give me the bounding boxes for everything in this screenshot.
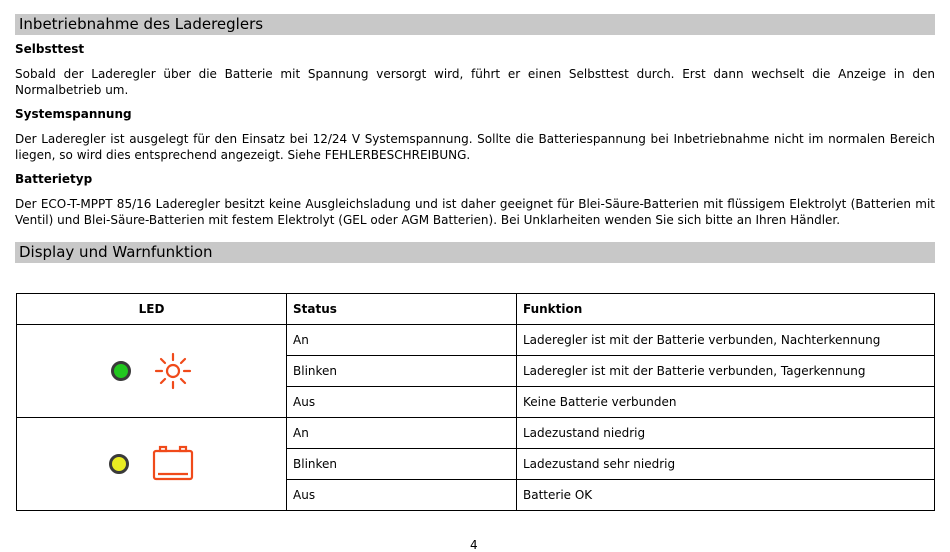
- paragraph-system-voltage: Der Laderegler ist ausgelegt für den Einsatz bei 12/24 V Systemspannung. Sollte die Batteriespannung bei Inbetriebnahme nicht im normalen Bereich liegen, so wird dies entsprechend angezeigt. Siehe FEHLERBESCHREIBUNG.: [15, 132, 935, 162]
- green-led-icon: [111, 361, 131, 381]
- led-cell-battery: [17, 418, 287, 511]
- status-cell: Blinken: [287, 449, 517, 480]
- status-cell: An: [287, 325, 517, 356]
- column-header-led: LED: [17, 294, 287, 325]
- heading-selftest: Selbsttest: [15, 42, 85, 56]
- function-cell: Laderegler ist mit der Batterie verbunden, Nachterkennung: [517, 325, 935, 356]
- status-cell: Aus: [287, 387, 517, 418]
- status-cell: Aus: [287, 480, 517, 511]
- column-header-status: Status: [287, 294, 517, 325]
- section-title-display: Display und Warnfunktion: [15, 242, 935, 263]
- function-cell: Ladezustand sehr niedrig: [517, 449, 935, 480]
- paragraph-battery-type: Der ECO-T-MPPT 85/16 Laderegler besitzt keine Ausgleichsladung und ist daher geeignet für Blei-Säure-Batterien mit flüssigem Elektrolyt (Batterien mit Ventil) und Blei-Säure-Batterien mit festem Elektrolyt (GEL oder AGM Batterien). Bei Unklarheiten wenden Sie sich bitte an Ihren Händler.: [15, 197, 935, 227]
- status-cell: Blinken: [287, 356, 517, 387]
- function-cell: Batterie OK: [517, 480, 935, 511]
- function-cell: Ladezustand niedrig: [517, 418, 935, 449]
- paragraph-selftest: Sobald der Laderegler über die Batterie mit Spannung versorgt wird, führt er einen Selbsttest durch. Erst dann wechselt die Anzeige in den Normalbetrieb um.: [15, 67, 935, 97]
- led-cell-sun: [17, 325, 287, 418]
- function-cell: Keine Batterie verbunden: [517, 387, 935, 418]
- battery-icon: [151, 444, 195, 484]
- page-number: 4: [470, 538, 478, 552]
- function-cell: Laderegler ist mit der Batterie verbunden, Tagerkennung: [517, 356, 935, 387]
- led-status-table: [16, 293, 935, 511]
- section-title-startup: Inbetriebnahme des Ladereglers: [15, 14, 935, 35]
- table-row: [17, 325, 935, 356]
- table-header-row: [17, 294, 935, 325]
- status-cell: An: [287, 418, 517, 449]
- yellow-led-icon: [109, 454, 129, 474]
- table-row: [17, 418, 935, 449]
- heading-system-voltage: Systemspannung: [15, 107, 132, 121]
- heading-battery-type: Batterietyp: [15, 172, 93, 186]
- column-header-function: Funktion: [517, 294, 935, 325]
- sun-icon: [153, 351, 193, 391]
